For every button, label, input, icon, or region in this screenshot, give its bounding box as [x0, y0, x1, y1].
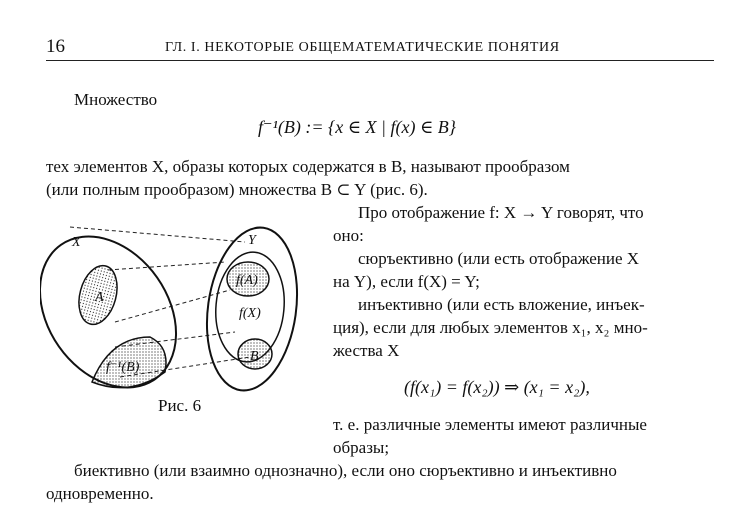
surjective-line-2: на Y), если f(X) = Y; [333, 272, 480, 291]
running-header: ГЛ. I. НЕКОТОРЫЕ ОБЩЕМАТЕМАТИЧЕСКИЕ ПОНЯТИЯ [165, 40, 560, 55]
injective-line-2: ция), если для любых элементов x₁, x₂ мно- [333, 318, 648, 337]
label-a: A [95, 290, 104, 305]
surjective-line-1: сюръективно (или есть отображение X [358, 249, 640, 268]
paragraph-line-4: оно: [333, 226, 364, 245]
bijective-line-1: биективно (или взаимно однозначно), если оно сюръективно и инъективно [74, 461, 617, 480]
label-y: Y [248, 233, 256, 248]
bijective-line-2: одновременно. [46, 484, 154, 503]
preimage-formula: f⁻¹(B) := {x ∈ X | f(x) ∈ B} [258, 117, 456, 137]
paragraph-line-1: тех элементов X, образы которых содержатся в B, называют прообразом [46, 157, 570, 176]
paragraph-line-2: (или полным прообразом) множества B ⊂ Y (рис. 6). [46, 180, 428, 199]
paragraph-line-3: Про отображение f: X → Y говорят, что [358, 203, 644, 222]
page-number: 16 [46, 36, 65, 57]
injective-formula: (f(x₁) = f(x₂)) ⇒ (x₁ = x₂), [404, 377, 590, 397]
injective-line-1: инъективно (или есть вложение, инъек- [358, 295, 645, 314]
label-b: B [250, 349, 259, 364]
label-fa: f(A) [236, 273, 258, 288]
label-x: X [72, 235, 81, 250]
header-rule [46, 60, 714, 61]
mapping-diagram [40, 222, 310, 397]
distinct-line-1: т. е. различные элементы имеют различные [333, 415, 647, 434]
distinct-line-2: образы; [333, 438, 390, 457]
figure-caption: Рис. 6 [158, 396, 202, 415]
intro-word: Множество [74, 90, 158, 109]
label-fx: f(X) [239, 306, 261, 321]
label-preimage: f⁻¹(B) [106, 360, 140, 375]
injective-line-3: жества X [333, 341, 400, 360]
